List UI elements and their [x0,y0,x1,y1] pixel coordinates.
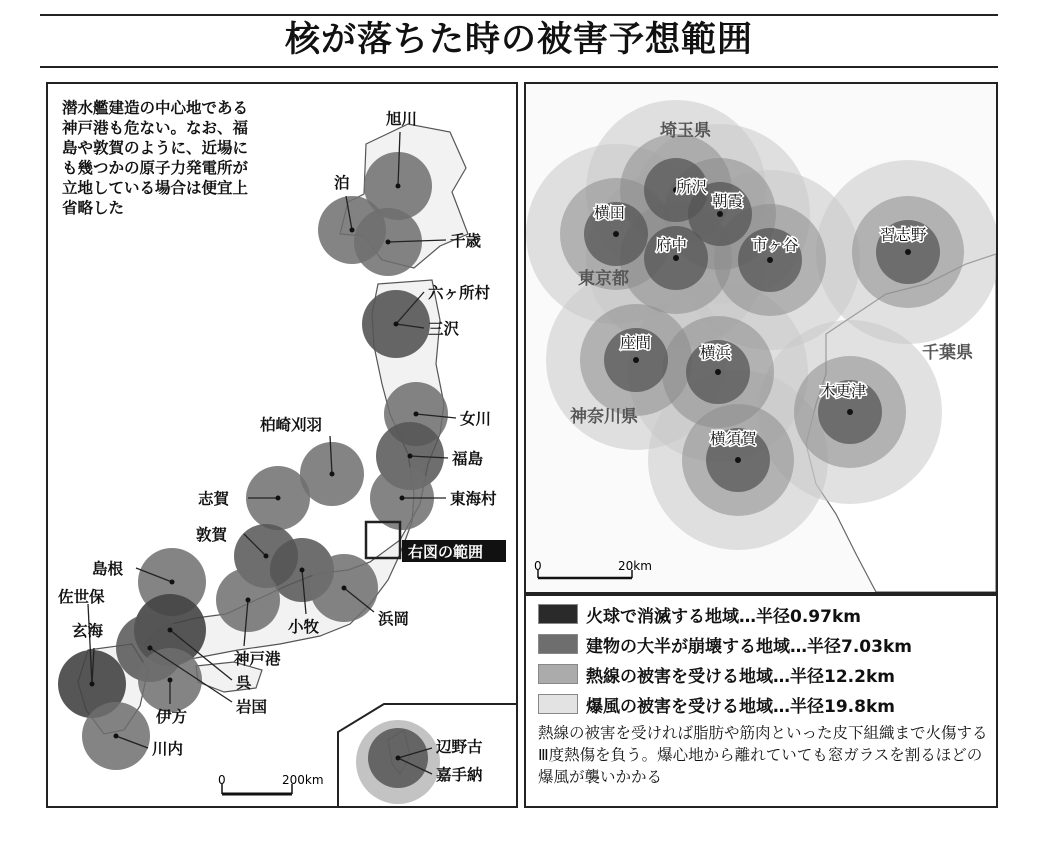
japan-map-panel [46,82,518,808]
left-scale-bar [218,773,324,794]
page-title: 核が落ちた時の被害予想範囲 [284,20,753,60]
legend-label-collapse: 建物の大半が崩壊する地域…半径7.03km [586,636,912,657]
label-kure: 呉 [236,674,252,692]
legend-row-thermal [538,662,895,686]
label-shimane: 島根 [92,560,124,578]
label-tsuruga: 敦賀 [196,526,228,544]
label-tokai: 東海村 [450,490,497,508]
legend-row-blast [538,692,895,716]
label-kashiwazaki: 柏崎刈羽 [260,416,323,434]
city-zama: 座間 [620,334,652,352]
right-scale-zero: 0 [534,559,542,573]
label-onagawa: 女川 [460,410,492,428]
label-misawa: 三沢 [428,320,460,338]
label-sendai: 川内 [152,740,184,758]
legend-swatch-collapse [538,634,578,654]
legend-note: 熱線の被害を受ければ脂肪や筋肉といった皮下組織まで火傷するⅢ度熱傷を負う。爆心地から離れていても窓ガラスを割るほどの爆風が襲いかかる [538,724,988,786]
kanto-map-panel [524,82,998,594]
left-scale-distance: 200km [282,773,324,787]
pref-chiba: 千葉県 [922,343,973,363]
city-yokosuka: 横須賀 [710,430,757,448]
legend-swatch-blast [538,694,578,714]
legend-label-thermal: 熱線の被害を受ける地域…半径12.2km [586,666,895,687]
pref-tokyo: 東京都 [578,269,629,289]
pref-saitama: 埼玉県 [660,121,711,141]
label-sasebo: 佐世保 [58,588,105,606]
label-iwakuni: 岩国 [236,698,268,716]
right-scale-distance: 20km [618,559,652,573]
city-yokohama: 横浜 [700,344,732,362]
label-asahikawa: 旭川 [386,110,418,128]
legend-panel [524,594,998,808]
city-fuchu: 府中 [656,236,688,254]
legend-row-collapse [538,632,912,656]
label-genkai: 玄海 [72,622,104,640]
legend-row-fireball [538,602,861,626]
label-chitose: 千歳 [450,232,482,250]
top-rule [40,14,998,16]
city-kisarazu: 木更津 [820,382,867,400]
label-hamaoka: 浜岡 [378,610,410,628]
legend-swatch-fireball [538,604,578,624]
city-tokorozawa: 所沢 [676,178,708,196]
city-narashino: 習志野 [880,226,927,244]
label-kadena: 嘉手納 [436,766,483,784]
city-ichigaya: 市ヶ谷 [752,236,799,254]
city-asaka: 朝霞 [712,192,744,210]
pref-kanagawa: 神奈川県 [570,407,638,427]
city-yokota: 横田 [594,204,626,222]
label-ikata: 伊方 [156,708,188,726]
label-henoko: 辺野古 [436,738,483,756]
left-scale-zero: 0 [218,773,226,787]
label-komaki: 小牧 [288,618,320,636]
legend-label-fireball: 火球で消滅する地域…半径0.97km [586,606,861,627]
label-shika: 志賀 [198,490,230,508]
label-kobe: 神戸港 [234,650,281,668]
label-right-range: 右図の範囲 [408,543,484,561]
map-note: 潜水艦建造の中心地である神戸港も危ない。なお、福島や敦賀のように、近場にも幾つかの原子力発電所が立地している場合は便宜上省略した [62,99,249,217]
label-fukushima: 福島 [452,450,484,468]
label-tomari: 泊 [334,174,350,192]
kanto-map [526,84,996,592]
title-underline [40,66,998,68]
legend-label-blast: 爆風の被害を受ける地域…半径19.8km [586,696,895,717]
legend-swatch-thermal [538,664,578,684]
label-rokkasho: 六ヶ所村 [428,284,491,302]
